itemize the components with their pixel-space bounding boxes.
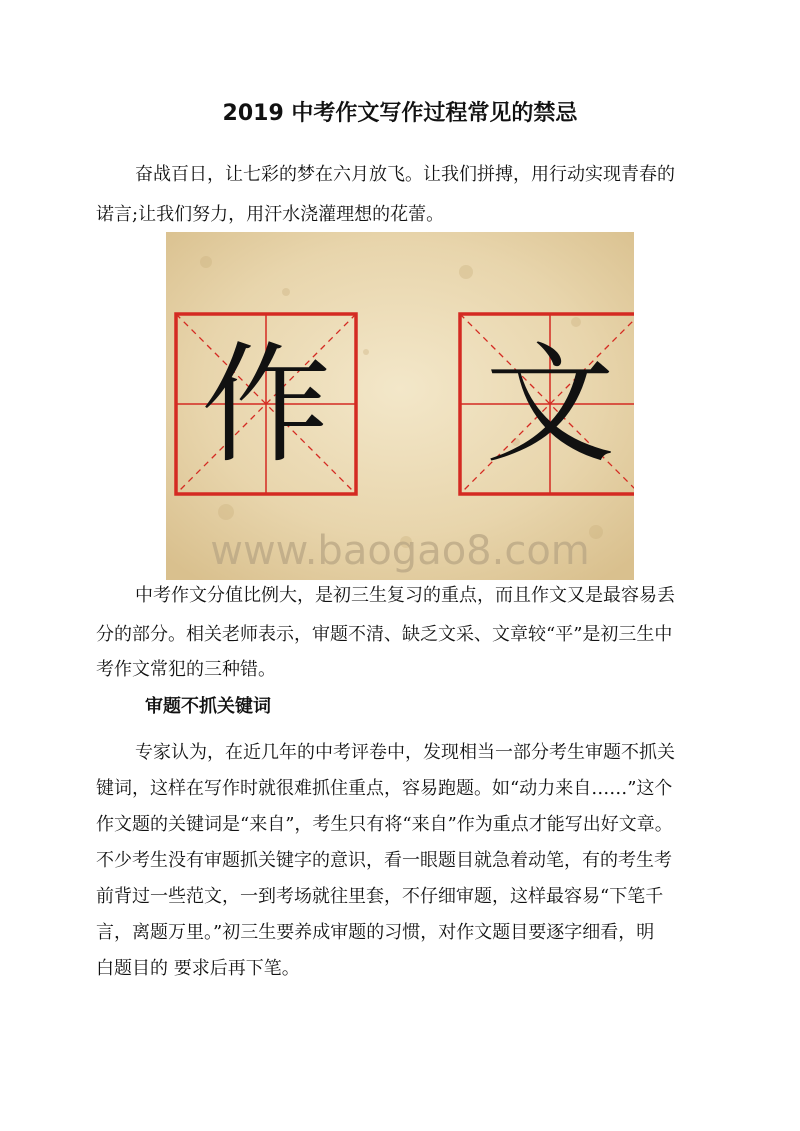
text-line: 专家认为，在近几年的中考评卷中，发现相当一部分考生审题不抓关: [135, 742, 675, 763]
watermark: www.baogao8.com: [210, 528, 590, 574]
text-line: 作文题的关键词是“来自”，考生只有将“来自”作为重点才能写出好文章。: [96, 814, 673, 835]
calligraphy-image: [166, 232, 634, 580]
text-line: 言，离题万里。”初三生要养成审题的习惯，对作文题目要逐字细看，明: [96, 922, 655, 943]
text-line: 键词，这样在写作时就很难抓住重点，容易跑题。如“动力来自……”这个: [96, 778, 673, 799]
text-line: 分的部分。相关老师表示，审题不清、缺乏文采、文章较“平”是初三生中: [96, 624, 673, 645]
right-grid-box: [460, 314, 634, 494]
text-line: 诺言;让我们努力，用汗水浇灌理想的花蕾。: [96, 204, 445, 225]
text-line: 不少考生没有审题抓关键字的意识，看一眼题目就急着动笔，有的考生考: [96, 850, 672, 871]
text-line: 中考作文分值比例大，是初三生复习的重点，而且作文又是最容易丢: [135, 585, 675, 606]
left-grid-box: [176, 314, 356, 494]
text-line: 白题目的 要求后再下笔。: [96, 958, 300, 979]
text-line: 前背过一些范文，一到考场就往里套，不仔细审题，这样最容易“下笔千: [96, 886, 664, 907]
text-line: 考作文常犯的三种错。: [96, 659, 276, 680]
char-zuo: 作: [200, 329, 332, 481]
text-line: 奋战百日，让七彩的梦在六月放飞。让我们拼搏，用行动实现青春的: [135, 164, 675, 185]
document-title: 2019 中考作文写作过程常见的禁忌: [222, 101, 578, 126]
section-heading: 审题不抓关键词: [145, 696, 271, 717]
char-wen: 文: [484, 329, 616, 481]
